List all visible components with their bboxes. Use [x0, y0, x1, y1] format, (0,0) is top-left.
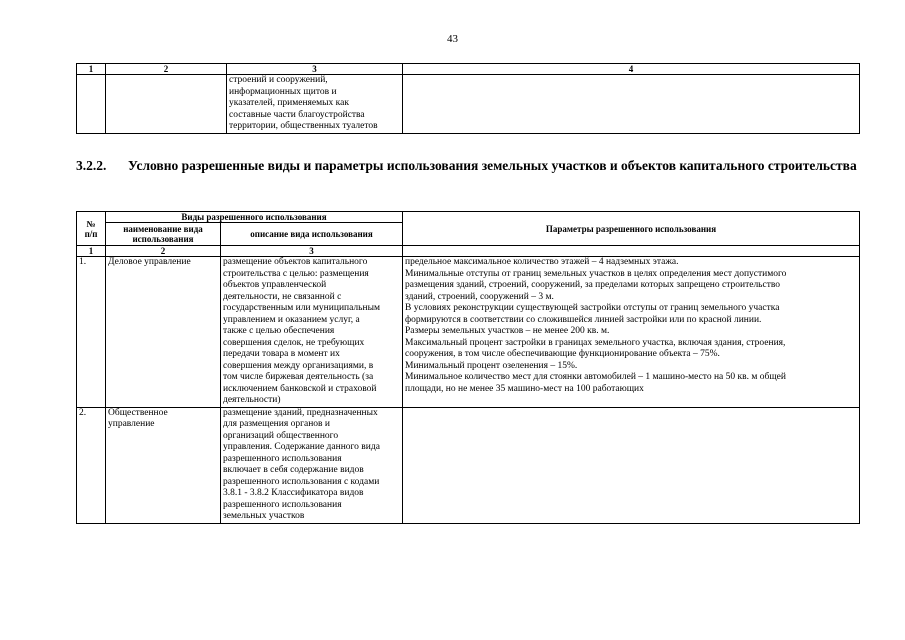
- section-heading: [76, 158, 859, 174]
- header-group: Виды разрешенного использования: [106, 212, 403, 223]
- header-description: описание вида использования: [221, 223, 403, 246]
- column-number: 2: [106, 246, 221, 257]
- cell-description: строений и сооружений, информационных щитов и указателей, применяемых как составные части благоустройства территории, общественных туалетов: [227, 75, 403, 134]
- table-row: [77, 407, 860, 523]
- page-number: 43: [447, 33, 458, 45]
- column-number: 2: [106, 64, 227, 75]
- cell-name: Деловое управление: [106, 257, 221, 408]
- cell-name: [106, 75, 227, 134]
- cell-params: [403, 407, 860, 523]
- header-name: наименование вида использования: [106, 223, 221, 246]
- column-number: [403, 246, 860, 257]
- cell-num: 2.: [77, 407, 106, 523]
- cell-description: размещение зданий, предназначенных для размещения органов и организаций общественного управления. Содержание данного вида разрешенного использования включает в себя содержание видов разрешенного использования с кодами 3.8.1 - 3.8.2 Классификатора видов разрешенного использования земельных участков: [221, 407, 403, 523]
- column-number-row: [77, 246, 860, 257]
- section-number: 3.2.2.: [76, 158, 107, 173]
- column-number: 1: [77, 246, 106, 257]
- column-number-row: [77, 64, 860, 75]
- header-params: Параметры разрешенного использования: [403, 212, 860, 246]
- cell-description: размещение объектов капитального строительства с целью: размещения объектов управленческой деятельности, не связанной с государственным или муниципальным управлением и оказанием услуг, а также с целью обеспечения совершения сделок, не требующих передачи товара в момент их совершения между организациями, в том числе биржевая деятельность (за исключением банковской и страховой деятельности): [221, 257, 403, 408]
- column-number: 3: [227, 64, 403, 75]
- section-title: Условно разрешенные виды и параметры использования земельных участков и объектов капитального строительства: [128, 158, 857, 173]
- cell-name: Общественное управление: [106, 407, 221, 523]
- cell-num: 1.: [77, 257, 106, 408]
- cell-num: [77, 75, 106, 134]
- table-row: [77, 75, 860, 134]
- table-row: [77, 257, 860, 408]
- continued-table: [76, 63, 860, 134]
- cell-params: [403, 75, 860, 134]
- header-num: № п/п: [77, 212, 106, 246]
- column-number: 3: [221, 246, 403, 257]
- header-row-1: [77, 212, 860, 223]
- cell-params: предельное максимальное количество этажей – 4 надземных этажа. Минимальные отступы от границ земельных участков в целях определения мест допустимого размещения зданий, строений, сооружений, за пределами которых запрещено строительство зданий, строений, сооружений – 3 м. В условиях реконструкции существующей застройки отступы от границ земельного участка формируются в соответствии со сложившейся линией застройки или по красной линии. Размеры земельных участков – не менее 200 кв. м. Максимальный процент застройки в границах земельного участка, включая здания, строения, сооружения, в том числе обеспечивающие функционирование объекта – 75%. Минимальный процент озеленения – 15%. Минимальное количество мест для стоянки автомобилей – 1 машино-место на 50 кв. м общей площади, но не менее 35 машино-мест на 100 работающих: [403, 257, 860, 408]
- column-number: 4: [403, 64, 860, 75]
- column-number: 1: [77, 64, 106, 75]
- land-use-table: [76, 211, 860, 524]
